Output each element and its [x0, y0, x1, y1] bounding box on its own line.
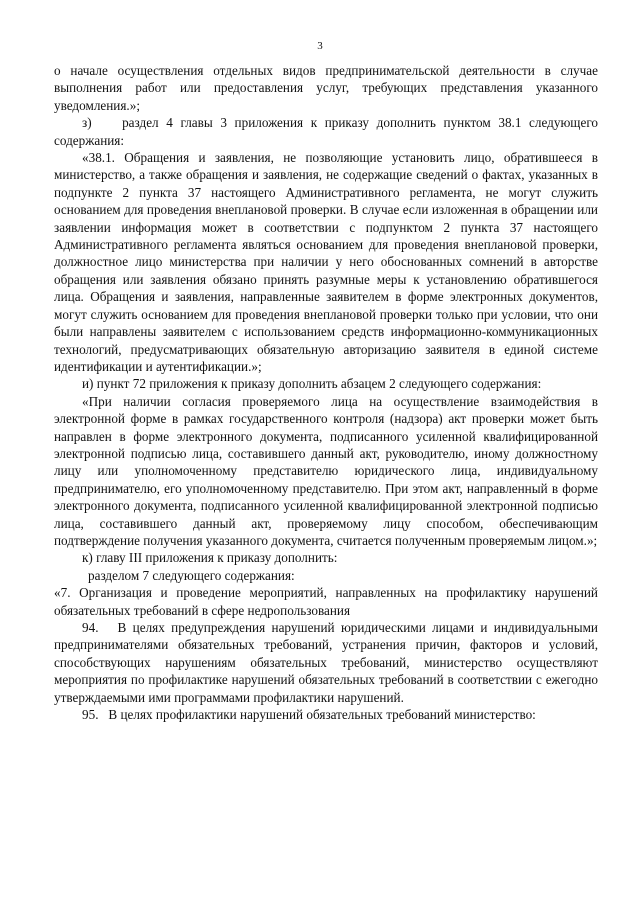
paragraph-item-i: и) пункт 72 приложения к приказу дополнить абзацем 2 следующего содержания:	[82, 376, 542, 392]
section-7-heading: «7. Организация и проведение мероприятий, направленных на профилактику нарушений обязательных требований в сфере недропользования	[54, 585, 598, 618]
page-number: 3	[317, 40, 323, 52]
paragraph-point-94: 94. В целях предупреждения нарушений юридическими лицами и индивидуальными предпринимателями обязательных требований, устранения причин, факторов и условий, способствующих нарушениям обязательных требований, министерство осуществляют мероприятия по профилактике нарушений обязательных требований в соответствии с ежегодно утверждаемыми ими программами профилактики нарушений.	[54, 620, 598, 705]
paragraph-item-k: к) главу III приложения к приказу дополнить:	[82, 550, 338, 566]
paragraph-point-95: 95. В целях профилактики нарушений обязательных требований министерство:	[82, 707, 536, 723]
paragraph-electronic-act: «При наличии согласия проверяемого лица на осуществление взаимодействия в электронной форме в рамках государственного контроля (надзора) акт проверки может быть направлен в форме электронного документа, подписанного усиленной квалифицированной электронной подписью лица, составившего данный акт, руководителю, иному должностному лицу или уполномоченному представителю юридического лица, индивидуальному предпринимателю, его уполномоченному представителю. При этом акт, направленный в форме электронного документа, подписанного усиленной квалифицированной электронной подписью лица, составившего данный акт, проверяемому лицу способом, обеспечивающим подтверждение получения указанного документа, считается полученным проверяемым лицом.»;	[54, 393, 598, 548]
document-body	[54, 62, 598, 723]
paragraph-section-7-intro: разделом 7 следующего содержания:	[88, 567, 295, 583]
paragraph-continuation: о начале осуществления отдельных видов предпринимательской деятельности в случае выполнения работ или предоставления услуг, требующих представления указанного уведомления.»;	[54, 63, 598, 113]
paragraph-item-z: з) раздел 4 главы 3 приложения к приказу дополнить пунктом 38.1 следующего содержания:	[54, 115, 598, 148]
paragraph-point-38-1: «38.1. Обращения и заявления, не позволяющие установить лицо, обратившееся в министерство, а также обращения и заявления, не содержащие сведений о фактах, указанных в подпункте 2 пункта 37 настоящего Административного регламента, не могут служить основанием для проведения внеплановой проверки. В случае если изложенная в обращении или заявлении информация может в соответствии с подпунктом 2 пункта 37 настоящего Административного регламента являться основанием для проведения внеплановой проверки, должностное лицо министерства при наличии у него обоснованных сомнений в авторстве обращения или заявления обязано принять разумные меры к установлению обратившегося лица. Обращения и заявления, направленные заявителем в форме электронных документов, могут служить основанием для проведения внеплановой проверки только при условии, что они были направлены заявителем с использованием средств информационно-коммуникационных технологий, предусматривающих обязательную авторизацию заявителя в единой системе идентификации и аутентификации.»;	[54, 150, 598, 374]
